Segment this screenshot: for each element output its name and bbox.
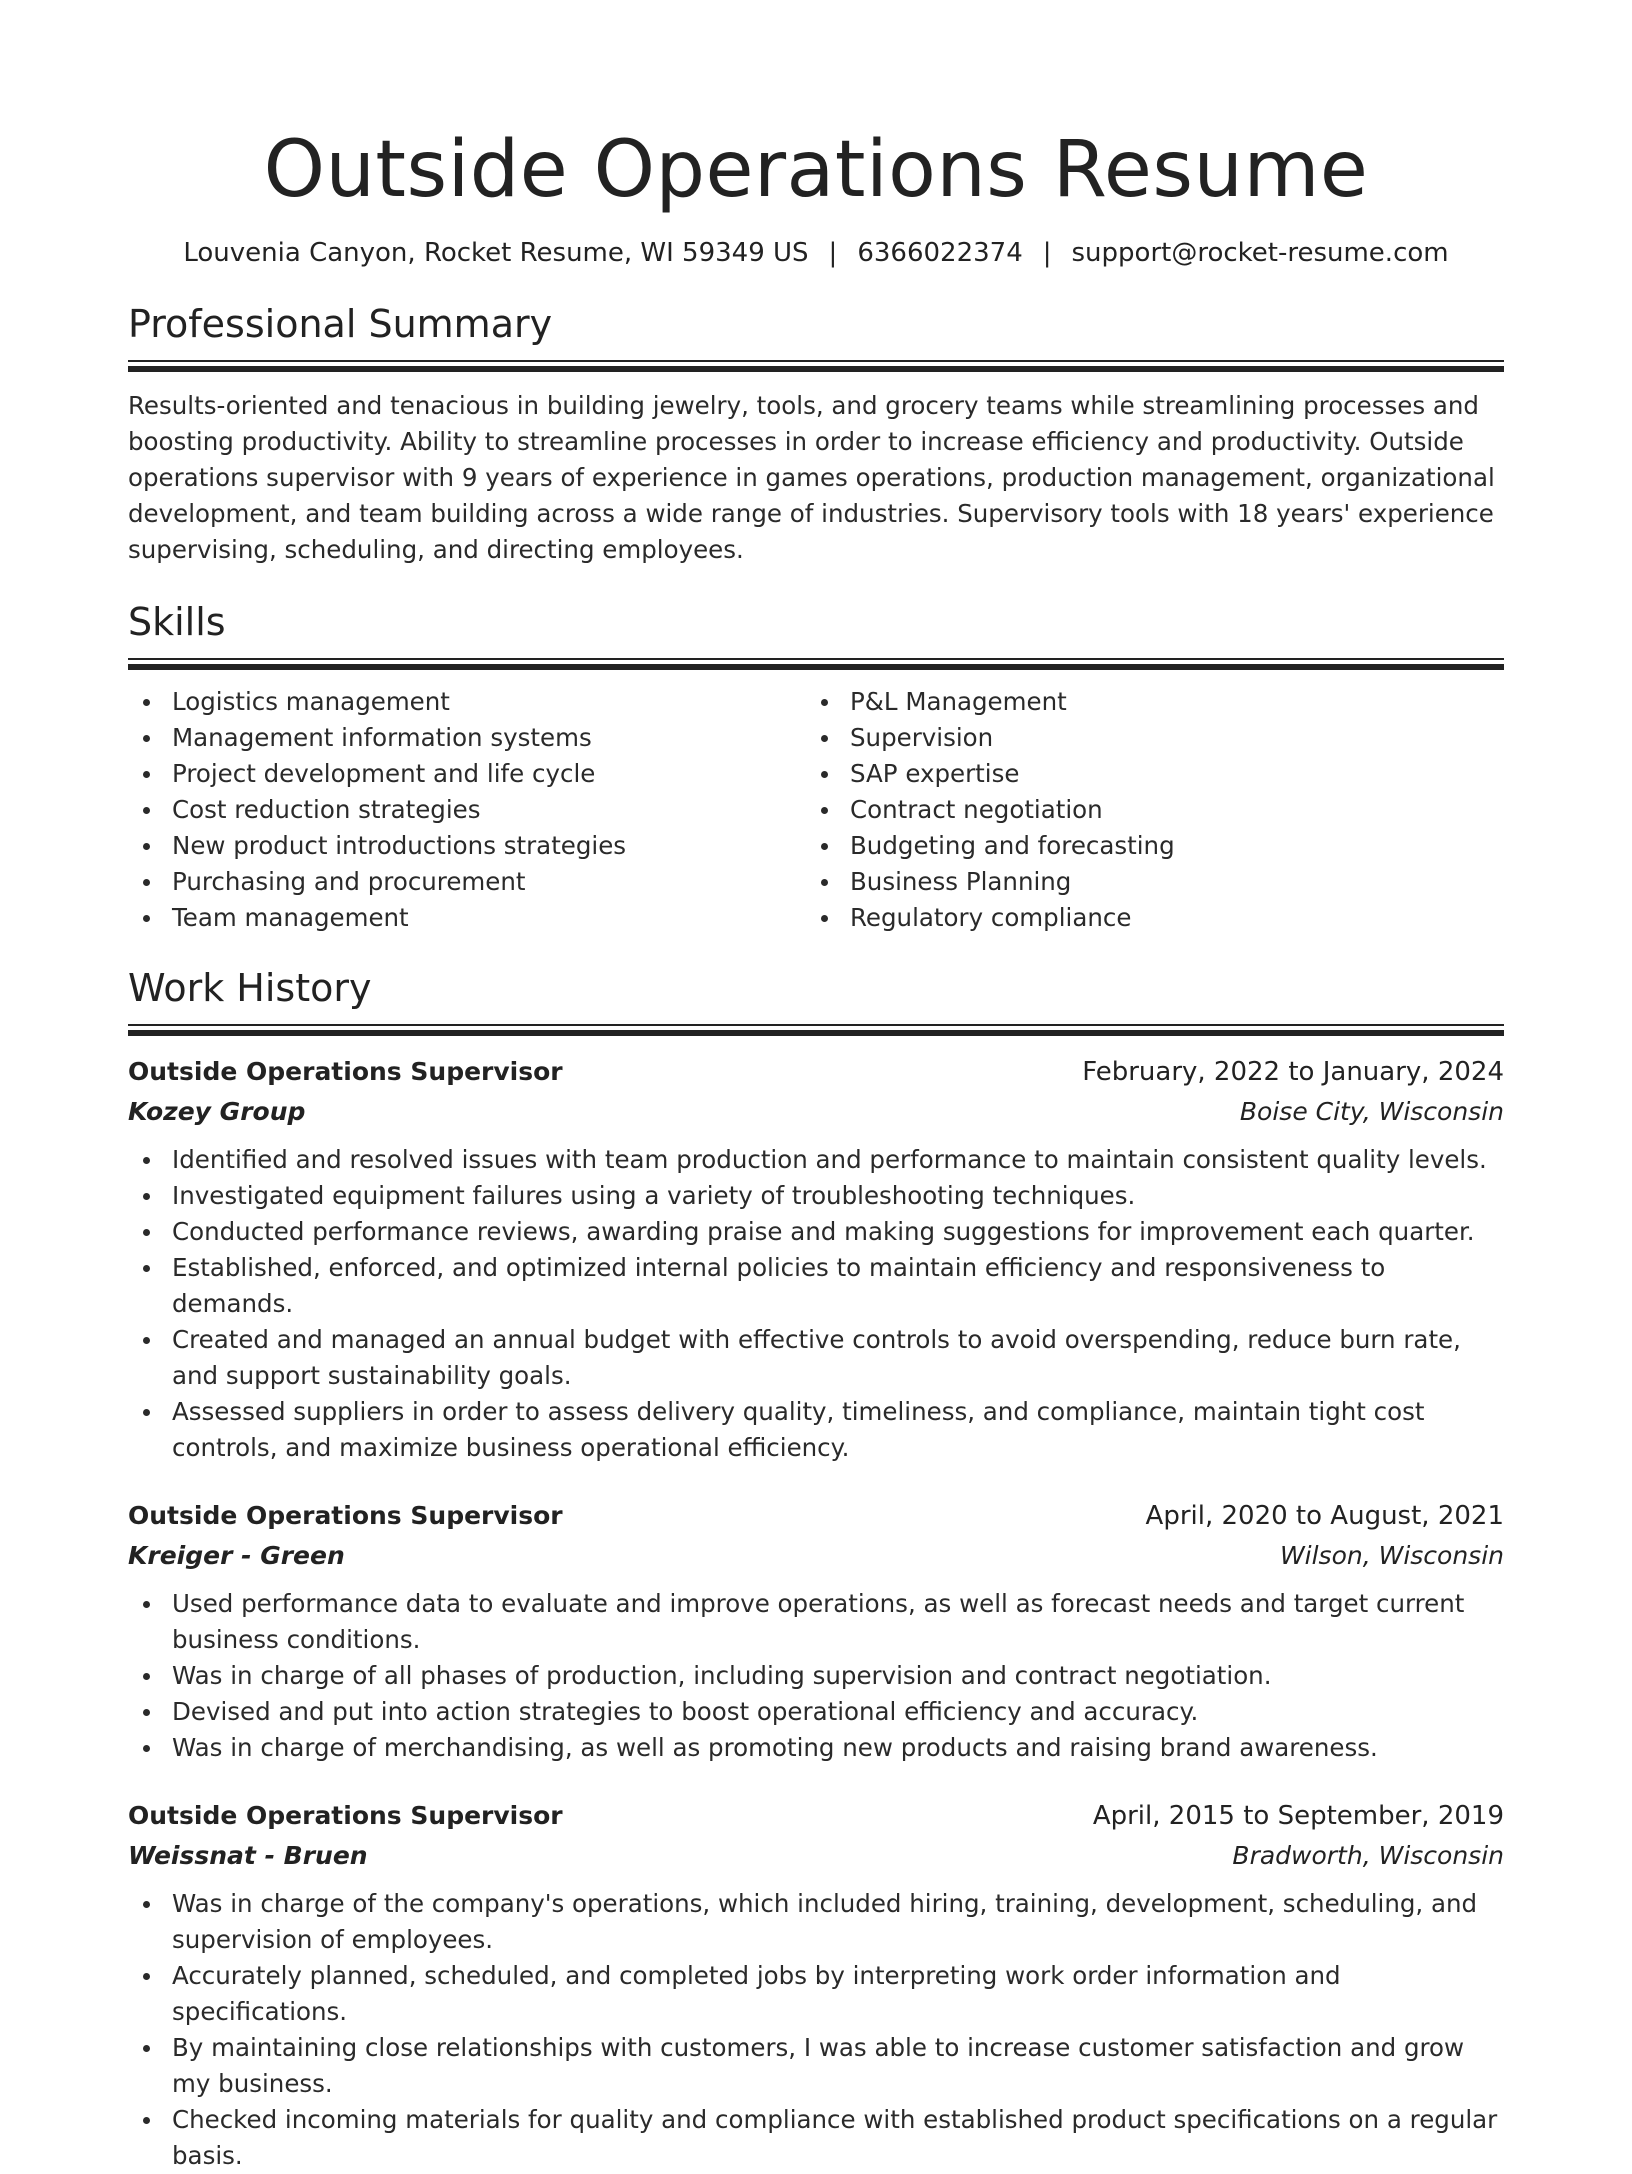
job-company: Kozey Group [128, 1097, 306, 1126]
job-title: Outside Operations Supervisor [128, 1057, 563, 1086]
resume-page [128, 0, 1504, 2174]
job-location: Wilson, Wisconsin [1279, 1541, 1504, 1570]
section-rule [128, 360, 1504, 372]
job-title: Outside Operations Supervisor [128, 1501, 563, 1530]
skill-item: Project development and life cycle [128, 756, 806, 792]
job-bullets [128, 1886, 1504, 2174]
job-company: Kreiger - Green [128, 1541, 345, 1570]
job-bullet: Created and managed an annual budget with effective controls to avoid overspending, reduce burn rate, and support sustainability goals. [128, 1322, 1504, 1394]
work-history-section [128, 964, 1504, 2174]
job-location: Bradworth, Wisconsin [1232, 1841, 1504, 1870]
skills-heading: Skills [128, 600, 226, 644]
skills-list-left [128, 684, 806, 936]
resume-title: Outside Operations Resume [263, 125, 1369, 215]
skill-item: Contract negotiation [806, 792, 1484, 828]
skill-item: Cost reduction strategies [128, 792, 806, 828]
job-header [128, 1052, 1504, 1092]
job-title: Outside Operations Supervisor [128, 1801, 563, 1830]
work-history-heading: Work History [128, 966, 372, 1010]
skill-item: Regulatory compliance [806, 900, 1484, 936]
skill-item: Purchasing and procurement [128, 864, 806, 900]
job-company: Weissnat - Bruen [128, 1841, 368, 1870]
job-entry [128, 1052, 1504, 1466]
skills-list-right [806, 684, 1484, 936]
skill-item: Business Planning [806, 864, 1484, 900]
skill-item: SAP expertise [806, 756, 1484, 792]
skill-item: Logistics management [128, 684, 806, 720]
job-subheader [128, 1836, 1504, 1876]
contact-address: Louvenia Canyon, Rocket Resume, WI 59349 US [183, 238, 809, 268]
job-bullet: Checked incoming materials for quality and compliance with established product specifications on a regular basis. [128, 2102, 1504, 2174]
job-bullet: Was in charge of the company's operations, which included hiring, training, development, scheduling, and supervision of employees. [128, 1886, 1504, 1958]
skills-section [128, 598, 1504, 936]
skill-item: Management information systems [128, 720, 806, 756]
job-bullet: Used performance data to evaluate and improve operations, as well as forecast needs and target current business conditions. [128, 1586, 1504, 1658]
summary-heading: Professional Summary [128, 302, 553, 346]
skill-item: P&L Management [806, 684, 1484, 720]
skill-item: Budgeting and forecasting [806, 828, 1484, 864]
job-bullet: Was in charge of all phases of production, including supervision and contract negotiation. [128, 1658, 1504, 1694]
job-bullet: Investigated equipment failures using a variety of troubleshooting techniques. [128, 1178, 1504, 1214]
job-subheader [128, 1536, 1504, 1576]
job-dates: February, 2022 to January, 2024 [1082, 1057, 1504, 1087]
contact-phone: 6366022374 [857, 238, 1023, 268]
job-bullet: Devised and put into action strategies to boost operational efficiency and accuracy. [128, 1694, 1504, 1730]
job-dates: April, 2020 to August, 2021 [1145, 1501, 1504, 1531]
job-bullet: Accurately planned, scheduled, and completed jobs by interpreting work order information and specifications. [128, 1958, 1504, 2030]
contact-separator: | [1042, 238, 1052, 268]
job-bullet: Conducted performance reviews, awarding praise and making suggestions for improvement each quarter. [128, 1214, 1504, 1250]
job-bullets [128, 1142, 1504, 1466]
job-header [128, 1796, 1504, 1836]
summary-section [128, 300, 1504, 568]
contact-email: support@rocket-resume.com [1071, 238, 1449, 268]
skill-item: Team management [128, 900, 806, 936]
contact-separator: | [828, 238, 838, 268]
section-rule [128, 1024, 1504, 1036]
job-bullet: By maintaining close relationships with customers, I was able to increase customer satisfaction and grow my business. [128, 2030, 1504, 2102]
skills-grid [128, 684, 1504, 936]
job-subheader [128, 1092, 1504, 1132]
job-bullet: Identified and resolved issues with team production and performance to maintain consistent quality levels. [128, 1142, 1504, 1178]
job-entry [128, 1496, 1504, 1766]
job-bullet: Was in charge of merchandising, as well as promoting new products and raising brand awareness. [128, 1730, 1504, 1766]
job-bullets [128, 1586, 1504, 1766]
job-location: Boise City, Wisconsin [1239, 1097, 1504, 1126]
skill-item: New product introductions strategies [128, 828, 806, 864]
summary-text: Results-oriented and tenacious in building jewelry, tools, and grocery teams while streamlining processes and boosting productivity. Ability to streamline processes in order to increase efficiency and productivity. Outside operations supervisor with 9 years of experience in games operations, production management, organizational development, and team building across a wide range of industries. Supervisory tools with 18 years' experience supervising, scheduling, and directing employees. [128, 391, 1495, 564]
contact-line [128, 236, 1504, 270]
section-rule [128, 658, 1504, 670]
job-dates: April, 2015 to September, 2019 [1092, 1801, 1504, 1831]
job-entry [128, 1796, 1504, 2174]
job-bullet: Assessed suppliers in order to assess delivery quality, timeliness, and compliance, maintain tight cost controls, and maximize business operational efficiency. [128, 1394, 1504, 1466]
job-header [128, 1496, 1504, 1536]
job-bullet: Established, enforced, and optimized internal policies to maintain efficiency and responsiveness to demands. [128, 1250, 1504, 1322]
skill-item: Supervision [806, 720, 1484, 756]
